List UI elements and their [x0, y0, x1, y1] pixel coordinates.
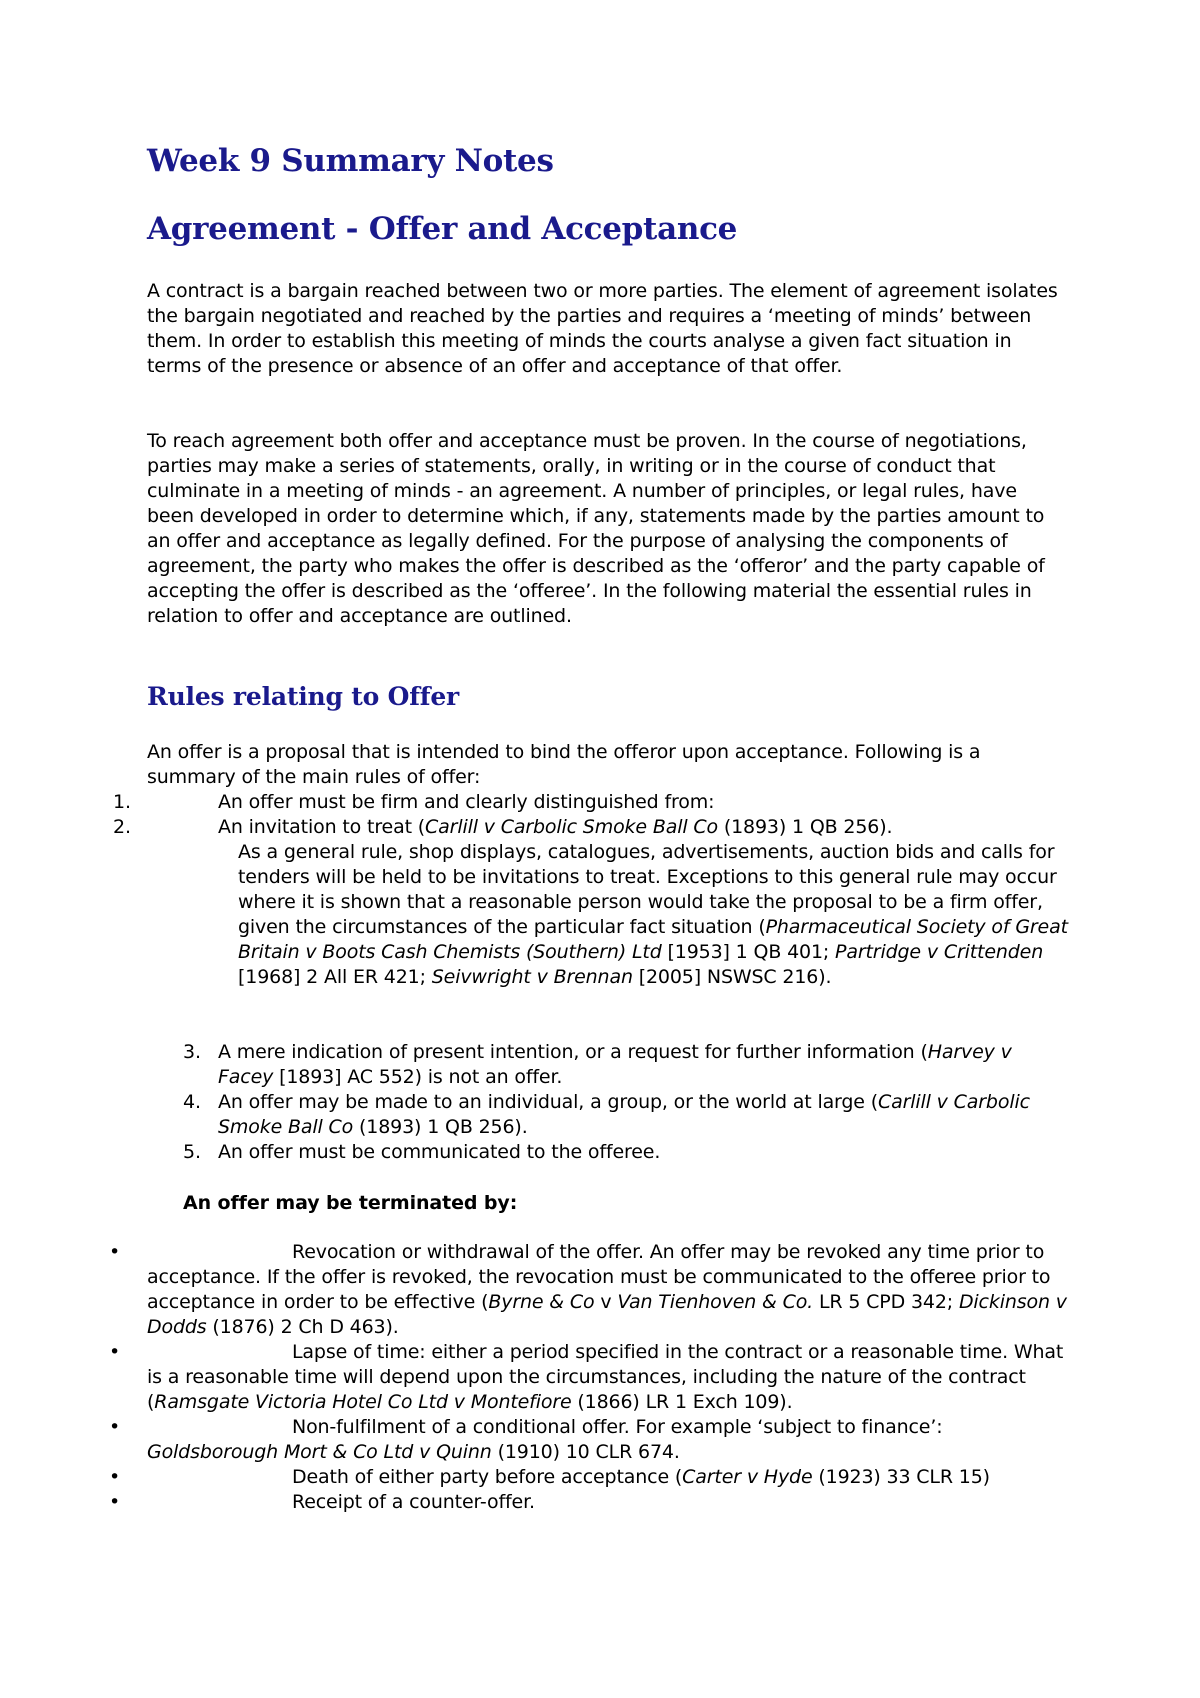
- list-item: [0, 1140, 1100, 1165]
- bullet-icon: •: [109, 1341, 121, 1363]
- text-run: Death of either party before acceptance (: [292, 1466, 683, 1488]
- case-name: Harvey v Facey: [218, 1041, 1012, 1088]
- offer-rules-list-bottom: [0, 1040, 1100, 1165]
- section-heading-agreement: Agreement - Offer and Acceptance: [147, 211, 738, 247]
- citation: [1968] 2 All ER 421;: [238, 966, 432, 988]
- bullet-icon: •: [109, 1491, 121, 1513]
- text-run: (1893) 1 QB 256).: [717, 816, 893, 838]
- text-run: An offer may be made to an individual, a group, or the world at large (: [218, 1091, 878, 1113]
- case-name: Goldsborough Mort & Co Ltd v Quinn: [147, 1441, 492, 1463]
- list-item-text: [147, 1340, 1067, 1415]
- text-run: Revocation or withdrawal of the offer. An offer may be revoked any time prior to acceptance. If the offer is revoked, the revocation must be communicated to the offeree prior to acceptance in order to be effective (: [147, 1241, 1051, 1313]
- intro-paragraph: A contract is a bargain reached between two or more parties. The element of agreement isolates the bargain negotiated and reached by the parties and requires a ‘meeting of minds’ between them. In order to establish this meeting of minds the courts analyse a given fact situation in terms of the presence or absence of an offer and acceptance of that offer.: [147, 280, 1058, 377]
- list-number: 5.: [183, 1141, 201, 1163]
- citation: [2005] NSWSC 216).: [632, 966, 832, 988]
- citation: [1953] 1 QB 401;: [661, 941, 836, 963]
- case-name: Byrne & Co: [488, 1291, 595, 1313]
- text-run: An invitation to treat (: [218, 816, 426, 838]
- section-heading-rules-offer: Rules relating to Offer: [147, 682, 460, 711]
- list-item-text: [218, 815, 892, 840]
- text-run: (1910) 10 CLR 674.: [491, 1441, 680, 1463]
- text-run: v: [594, 1291, 618, 1313]
- list-item: [0, 1490, 1100, 1515]
- list-item-text: [147, 1240, 1067, 1340]
- case-name: Van Tienhoven & Co.: [617, 1291, 814, 1313]
- case-name: Pharmaceutical Society of Great Britain v Boots Cash Chemists (Southern) Ltd: [238, 916, 1068, 963]
- list-item-text: [218, 1090, 1068, 1140]
- text-run: (1923) 33 CLR 15): [812, 1466, 990, 1488]
- text-run: LR 5 CPD 342;: [813, 1291, 959, 1313]
- list-number: 1.: [113, 791, 131, 813]
- case-name: Ramsgate Victoria Hotel Co Ltd v Montefiore: [154, 1391, 572, 1413]
- page-title: Week 9 Summary Notes: [147, 143, 554, 179]
- list-item: [0, 1465, 1100, 1490]
- list-item-text: [218, 1040, 1068, 1090]
- offer-rules-list-top: [0, 790, 1100, 840]
- list-item: [0, 1090, 1100, 1140]
- list-item: [0, 1415, 1100, 1465]
- text-run: (1876) 2 Ch D 463).: [206, 1316, 399, 1338]
- list-number: 4.: [183, 1091, 201, 1113]
- text-run: An offer must be communicated to the offeree.: [218, 1141, 661, 1163]
- list-item: [0, 815, 1100, 840]
- bullet-icon: •: [109, 1466, 121, 1488]
- text-run: (1866) LR 1 Exch 109).: [571, 1391, 793, 1413]
- list-item: [0, 1240, 1100, 1340]
- case-name: Dickinson v Dodds: [147, 1291, 1067, 1338]
- text-run: Lapse of time: either a period specified in the contract or a reasonable time. What is a reasonable time will depend upon the circumstances, including the nature of the contract (: [147, 1341, 1064, 1413]
- termination-bullet-list: [0, 1240, 1100, 1515]
- list-item-text: An offer must be firm and clearly distinguished from:: [218, 791, 715, 813]
- invitation-to-treat-detail: [238, 840, 1068, 990]
- list-item: [0, 1340, 1100, 1415]
- case-name: Carter v Hyde: [682, 1466, 813, 1488]
- list-item-text: [147, 1490, 1067, 1515]
- text-run: As a general rule, shop displays, catalogues, advertisements, auction bids and calls for tenders will be held to be invitations to treat. Exceptions to this general rule may occur where it is shown that a reasonable person would take the proposal to be a firm offer, given the circumstances of the particular fact situation (: [238, 841, 1057, 938]
- agreement-paragraph: To reach agreement both offer and acceptance must be proven. In the course of negotiations, parties may make a series of statements, orally, in writing or in the course of conduct that culminate in a meeting of minds - an agreement. A number of principles, or legal rules, have been developed in order to determine which, if any, statements made by the parties amount to an offer and acceptance as legally defined. For the purpose of analysing the components of agreement, the party who makes the offer is described as the ‘offeror’ and the party capable of accepting the offer is described as the ‘offeree’. In the following material the essential rules in relation to offer and acceptance are outlined.: [147, 430, 1045, 627]
- bullet-icon: •: [109, 1416, 121, 1438]
- text-run: A mere indication of present intention, or a request for further information (: [218, 1041, 928, 1063]
- offer-intro-paragraph: An offer is a proposal that is intended to bind the offeror upon acceptance. Following is a summary of the main rules of offer:: [147, 741, 981, 788]
- bullet-icon: •: [109, 1241, 121, 1263]
- case-name: Carlill v Carbolic Smoke Ball Co: [218, 1091, 1030, 1138]
- list-item-text: [147, 1465, 1067, 1490]
- list-item: [0, 790, 1100, 815]
- list-item-text: [147, 1415, 1067, 1465]
- termination-heading: An offer may be terminated by:: [183, 1192, 518, 1214]
- text-run: (1893) 1 QB 256).: [353, 1116, 528, 1138]
- list-number: 3.: [183, 1041, 201, 1063]
- case-name: Partridge v Crittenden: [835, 941, 1044, 963]
- case-name: Carlill v Carbolic Smoke Ball Co: [425, 816, 718, 838]
- text-run: Receipt of a counter-offer.: [292, 1491, 535, 1513]
- list-number: 2.: [113, 816, 131, 838]
- text-run: Non-fulfilment of a conditional offer. For example ‘subject to finance’:: [292, 1416, 943, 1438]
- list-item: [0, 1040, 1100, 1090]
- case-name: Seivwright v Brennan: [431, 966, 633, 988]
- list-item-text: [218, 1140, 1068, 1165]
- text-run: [1893] AC 552) is not an offer.: [273, 1066, 563, 1088]
